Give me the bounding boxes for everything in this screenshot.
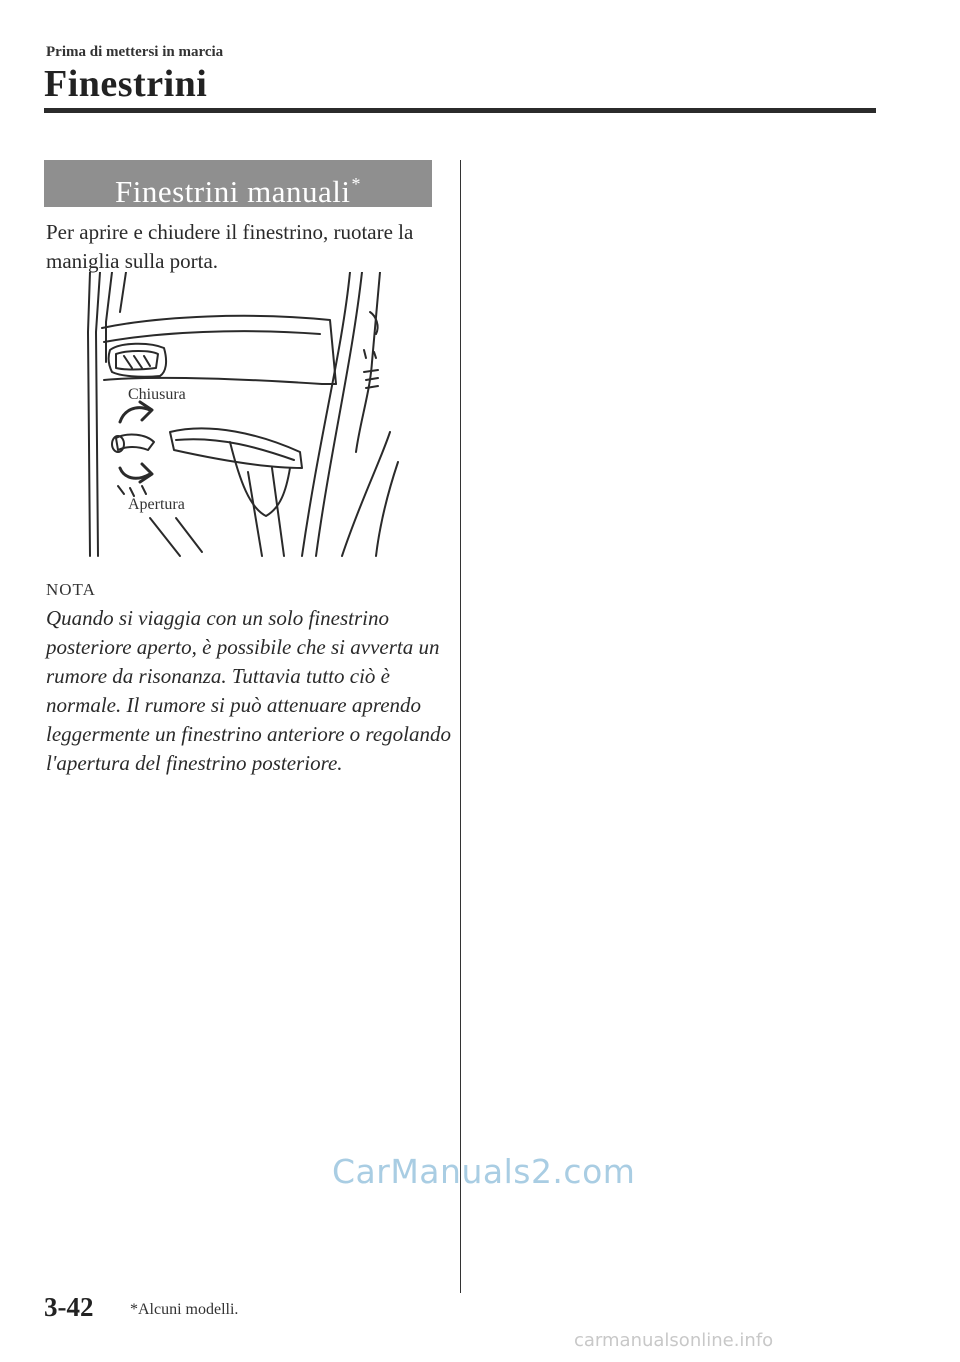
footnote: *Alcuni modelli.: [130, 1301, 239, 1318]
note-heading: NOTA: [46, 580, 96, 599]
section-title-marker: *: [351, 174, 361, 194]
chapter-title: Finestrini: [44, 63, 208, 105]
section-banner: [44, 160, 432, 207]
page-number: 3-42: [44, 1292, 94, 1322]
column-divider: [460, 160, 461, 1293]
door-handle-illustration: [80, 272, 400, 558]
label-open: Apertura: [128, 496, 185, 513]
section-title: Finestrini manuali: [115, 174, 351, 209]
intro-text: Per aprire e chiudere il finestrino, ruotare la maniglia sulla porta.: [46, 220, 414, 273]
breadcrumb: Prima di mettersi in marcia: [46, 44, 224, 60]
label-close: Chiusura: [128, 386, 186, 403]
header-rule: [44, 108, 876, 113]
watermark-bottom: carmanualsonline.info: [574, 1330, 774, 1351]
note-text: Quando si viaggia con un solo finestrino posteriore aperto, è possibile che si avverta un rumore da risonanza. Tuttavia tutto ciò è normale. Il rumore si può attenuare aprendo leggermente un finestrino anteriore o regolando l'apertura del finestrino posteriore.: [46, 606, 451, 775]
watermark-center: CarManuals2.com: [332, 1152, 636, 1191]
